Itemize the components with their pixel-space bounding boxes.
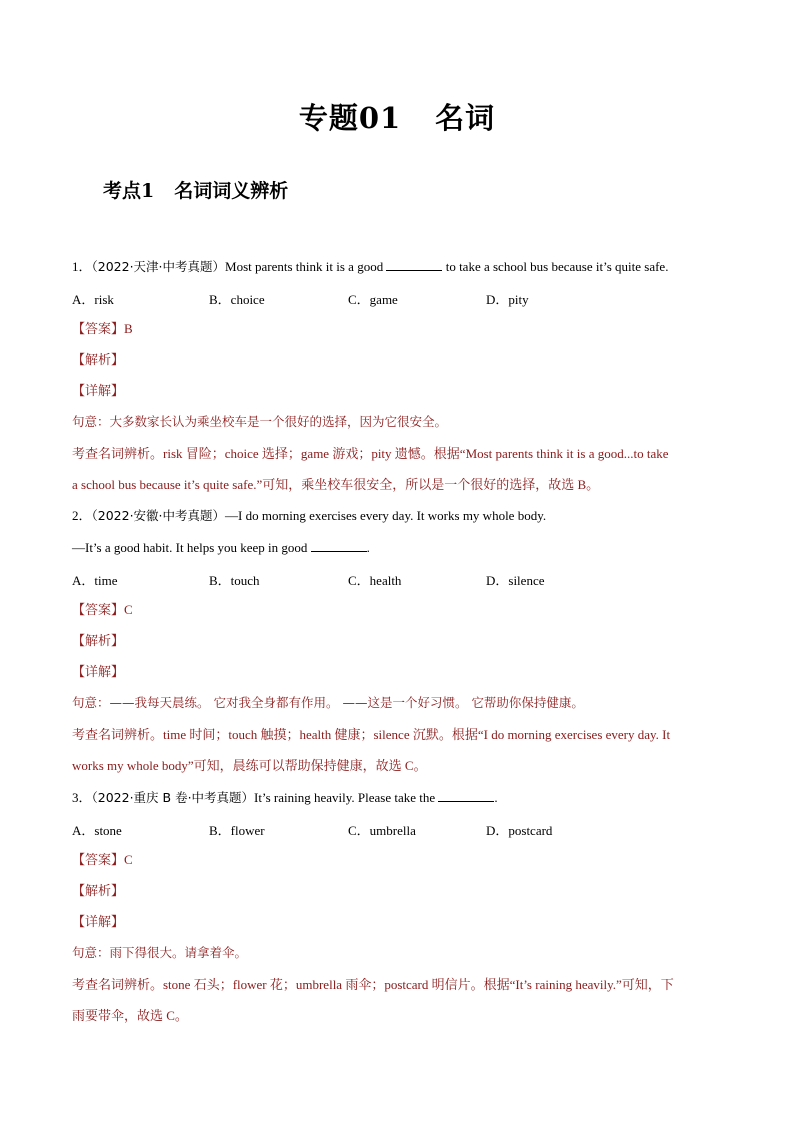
question-2-explain-line-2: works my whole body”可知，晨练可以帮助保持健康，故选 C。 xyxy=(72,758,427,773)
question-1-blank xyxy=(386,257,442,271)
question-2-option-c: C．health xyxy=(348,573,402,588)
question-3-option-d: D．postcard xyxy=(486,823,553,838)
question-2-option-a: A．time xyxy=(72,573,118,588)
question-1-option-c: C．game xyxy=(348,292,398,307)
question-2-analysis-label: 【解析】 xyxy=(72,634,125,649)
question-1-explain-line-1: 考查名词辨析。risk 冒险；choice 选择；game 游戏；pity 遗憾。根据“Most parents think it is a good...to take xyxy=(72,446,669,461)
question-3-option-b: B．flower xyxy=(209,823,265,838)
question-3-source: （2022·重庆 B 卷·中考真题） xyxy=(91,790,255,805)
question-3-detail-label: 【详解】 xyxy=(72,915,125,930)
section-number: 考点1 xyxy=(103,180,155,202)
page-title xyxy=(0,96,794,137)
title-topic-name: 名词 xyxy=(435,101,496,135)
question-1-detail-label: 【详解】 xyxy=(72,384,125,399)
question-2-meaning: 句意：——我每天晨练。 它对我全身都有作用。 ——这是一个好习惯。 它帮助你保持健康。 xyxy=(72,695,584,710)
question-3-option-c: C．umbrella xyxy=(348,823,416,838)
section-name: 名词词义辨析 xyxy=(174,180,289,202)
question-3-option-a: A．stone xyxy=(72,823,122,838)
question-2-stem-line-2: —It’s a good habit. It helps you keep in good . xyxy=(72,540,370,555)
question-3-explain-line-2: 雨要带伞，故选 C。 xyxy=(72,1008,188,1023)
question-2-source: （2022·安徽·中考真题） xyxy=(91,508,226,523)
question-2-stem: 2．（2022·安徽·中考真题）—I do morning exercises every day. It works my whole body. xyxy=(72,508,547,523)
title-topic-number: 专题01 xyxy=(298,101,402,135)
question-1-meaning: 句意：大多数家长认为乘坐校车是一个很好的选择，因为它很安全。 xyxy=(72,414,448,429)
question-2-answer: 【答案】C xyxy=(72,602,133,618)
question-1-option-a: A．risk xyxy=(72,292,114,307)
question-1-explain-line-2: a school bus because it’s quite safe.”可知，乘坐校车很安全，所以是一个很好的选择，故选 B。 xyxy=(72,477,600,492)
question-3-explain-line-1: 考查名词辨析。stone 石头；flower 花；umbrella 雨伞；postcard 明信片。根据“It’s raining heavily.”可知，下 xyxy=(72,977,674,992)
question-1-option-b: B．choice xyxy=(209,292,265,307)
question-1-option-d: D．pity xyxy=(486,292,529,307)
question-3-analysis-label: 【解析】 xyxy=(72,884,125,899)
question-3-blank xyxy=(438,788,494,802)
section-heading xyxy=(103,176,288,203)
question-2-blank xyxy=(311,538,367,552)
question-2-explain-line-1: 考查名词辨析。time 时间；touch 触摸；health 健康；silence 沉默。根据“I do morning exercises every day. It xyxy=(72,727,671,742)
question-1-source: （2022·天津·中考真题） xyxy=(91,259,226,274)
question-3-answer: 【答案】C xyxy=(72,852,133,868)
question-2-option-d: D．silence xyxy=(486,573,545,588)
question-3-meaning: 句意：雨下得很大。请拿着伞。 xyxy=(72,945,248,960)
question-1-stem: 1．（2022·天津·中考真题）Most parents think it is a good to take a school bus because it’s quite safe. xyxy=(72,259,669,274)
question-2-detail-label: 【详解】 xyxy=(72,665,125,680)
question-1-answer: 【答案】B xyxy=(72,321,133,337)
question-1-analysis-label: 【解析】 xyxy=(72,353,125,368)
question-2-option-b: B．touch xyxy=(209,573,260,588)
question-3-stem: 3．（2022·重庆 B 卷·中考真题）It’s raining heavily. Please take the . xyxy=(72,790,498,805)
